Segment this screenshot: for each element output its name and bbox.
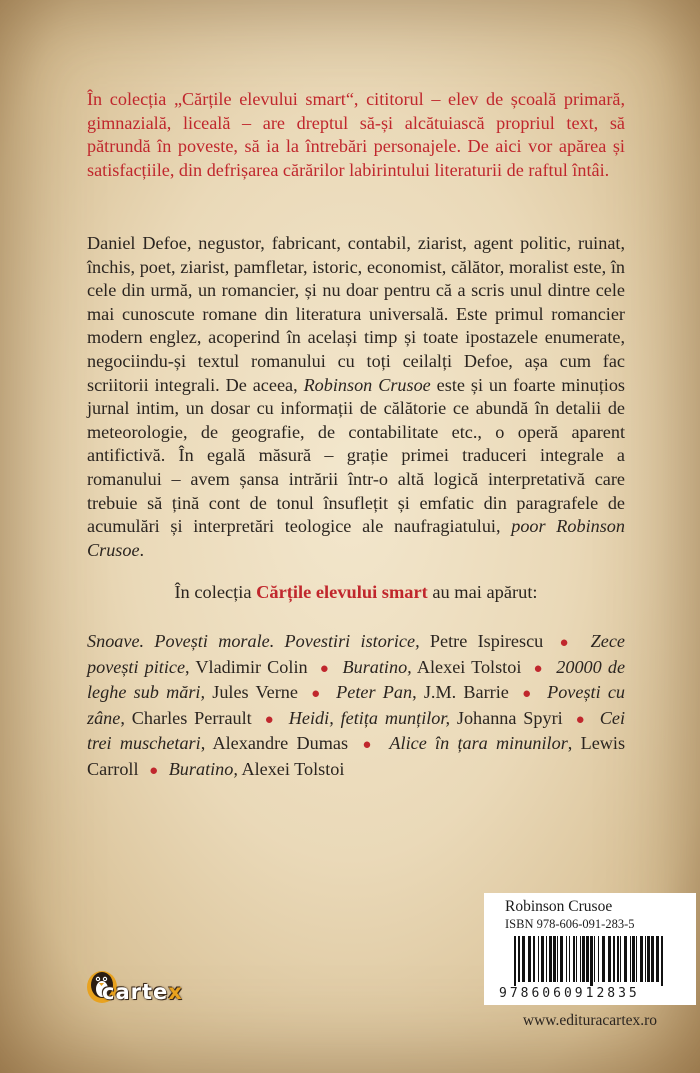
description-part-2: este și un foarte minuțios jurnal intim, un dosar cu informații de călătorie ce abundă în detalii de meteorologie, de geografie, de contabilitate etc., o operă aparent antifictivă. În egală măsură – grație primei traduceri integrale a romanului – avem șansa intrării într-o altă logică interpretativă care trebuie să țină cont de tonul însuflețit și emfatic din paragrafele de acumulări și interpretări teologice ale naufragiatului, bbox=[87, 374, 626, 537]
book-author: , Vladimir Colin bbox=[185, 656, 308, 677]
barcode-bar bbox=[636, 936, 637, 982]
book-author: Jules Verne bbox=[205, 682, 298, 702]
book-title: Heidi, fetița munților, bbox=[288, 707, 451, 728]
barcode-bar bbox=[528, 936, 531, 982]
book-title: Buratino, bbox=[168, 758, 238, 779]
publisher-website: www.edituracartex.ro bbox=[522, 1012, 658, 1029]
book-title: Snoave. Povești morale. Povestiri istorice, bbox=[87, 631, 420, 651]
description-part-1: Daniel Defoe, negustor, fabricant, contabil, ziarist, agent politic, ruinat, închis, poet, ziarist, pamfletar, istoric, economist, călător, moralist este, în cele din urmă, un romancier, și nu doar pentru că a scris unul dintre cele mai cunoscute romane din literatura universală. Este primul romancier modern englez, acoperind în același timp și toate ipostazele enumerate, negociindu-și textul romanului cu toți ceilalți Defoe, așa cum fac scriitorii integrali. De aceea, bbox=[87, 233, 625, 395]
barcode-bar bbox=[590, 936, 593, 986]
barcode-bar bbox=[541, 936, 544, 982]
barcode-bar bbox=[632, 936, 635, 982]
barcode-box bbox=[484, 893, 696, 1005]
logo-wordmark bbox=[102, 980, 183, 1004]
barcode-bar bbox=[645, 936, 646, 982]
barcode-bar bbox=[514, 936, 516, 986]
book-title: Alice în țara minunilor bbox=[389, 733, 568, 753]
logo-letter-x: x bbox=[168, 980, 183, 1004]
collection-prefix: În colecția bbox=[174, 582, 257, 602]
book-title: Peter Pan bbox=[336, 682, 413, 702]
collection-name: Cărțile elevului smart bbox=[256, 582, 428, 602]
barcode-bar bbox=[586, 936, 589, 982]
barcode-bar bbox=[647, 936, 650, 982]
description-italic-poor-robinson: poor Robinson Crusoe bbox=[87, 516, 625, 560]
barcode-bar bbox=[533, 936, 535, 982]
barcode-bar bbox=[522, 936, 525, 982]
cartex-logo bbox=[84, 963, 224, 1005]
collection-heading bbox=[87, 582, 625, 603]
collection-suffix: au mai apărut: bbox=[427, 582, 538, 602]
barcode-bar bbox=[617, 936, 619, 982]
barcode-bar bbox=[553, 936, 556, 982]
barcode-book-title: Robinson Crusoe bbox=[505, 898, 613, 915]
barcode-bar bbox=[569, 936, 570, 982]
barcode-bar bbox=[608, 936, 611, 982]
book-author: , Alexandre Dumas bbox=[200, 733, 349, 753]
barcode-bar bbox=[557, 936, 558, 982]
book-separator-bullet: ● bbox=[264, 711, 276, 728]
book-list bbox=[87, 630, 625, 783]
description-part-3: . bbox=[139, 539, 145, 560]
book-author: Petre Ispirescu bbox=[419, 631, 544, 651]
book-separator-bullet: ● bbox=[311, 686, 323, 702]
barcode-bar bbox=[549, 936, 552, 982]
book-separator-bullet: ● bbox=[319, 660, 331, 677]
barcode-bar bbox=[656, 936, 659, 982]
barcode-bar bbox=[613, 936, 615, 982]
book-separator-bullet: ● bbox=[149, 762, 159, 779]
description-paragraph bbox=[87, 232, 625, 562]
barcode-bar bbox=[594, 936, 595, 982]
barcode-bar bbox=[566, 936, 567, 982]
barcode-bar bbox=[518, 936, 520, 982]
barcode-bar bbox=[580, 936, 581, 982]
barcode-bar bbox=[602, 936, 605, 982]
book-author: , Charles Perrault bbox=[120, 707, 252, 728]
barcode-bar bbox=[582, 936, 585, 982]
barcode-bar bbox=[598, 936, 599, 982]
book-separator-bullet: ● bbox=[559, 635, 575, 651]
isbn-number: ISBN 978-606-091-283-5 bbox=[505, 917, 635, 931]
barcode-bar bbox=[538, 936, 539, 982]
book-title: Buratino, bbox=[342, 656, 412, 677]
barcode-bar bbox=[546, 936, 547, 982]
book-title: Povești cu zâne bbox=[87, 682, 626, 728]
barcode-bar bbox=[573, 936, 575, 982]
barcode-bar bbox=[624, 936, 627, 982]
book-title: Cei trei muschetari bbox=[87, 707, 626, 753]
logo-letters-arte: arte bbox=[115, 980, 169, 1004]
barcode-bar bbox=[560, 936, 563, 982]
intro-paragraph: În colecția „Cărțile elevului smart“, cititorul – elev de școală primară, gimnazială, liceală – are dreptul să-și alcătuiască propriul text, să pătrundă în poveste, să ia la întrebări personajele. De aici vor apărea și satisfacțiile, din defrișarea cărărilor labirintului literaturii de raftul întâi. bbox=[87, 89, 625, 180]
book-author: Alexei Tolstoi bbox=[237, 758, 345, 779]
book-separator-bullet: ● bbox=[362, 737, 376, 753]
description-italic-title: Robinson Crusoe bbox=[303, 374, 431, 395]
logo-letter-c: c bbox=[102, 980, 116, 1004]
book-title: 20000 de leghe sub mări, bbox=[87, 656, 626, 702]
barcode-bars bbox=[514, 936, 666, 986]
book-title: Zece povești pitice bbox=[87, 631, 625, 677]
book-separator-bullet: ● bbox=[522, 686, 534, 702]
book-author: , J.M. Barrie bbox=[412, 682, 509, 702]
book-author: Johanna Spyri bbox=[450, 707, 563, 728]
barcode-bar bbox=[620, 936, 621, 982]
book-author: Alexei Tolstoi bbox=[411, 656, 522, 677]
barcode-bar bbox=[576, 936, 577, 982]
book-separator-bullet: ● bbox=[575, 711, 587, 728]
barcode-bar bbox=[640, 936, 643, 982]
book-author: , Lewis Carroll bbox=[87, 733, 626, 779]
barcode-bar bbox=[630, 936, 631, 982]
barcode-digits: 9786060912835 bbox=[499, 986, 640, 1001]
book-separator-bullet: ● bbox=[533, 660, 545, 677]
barcode-bar bbox=[651, 936, 654, 982]
barcode-bar bbox=[661, 936, 663, 986]
